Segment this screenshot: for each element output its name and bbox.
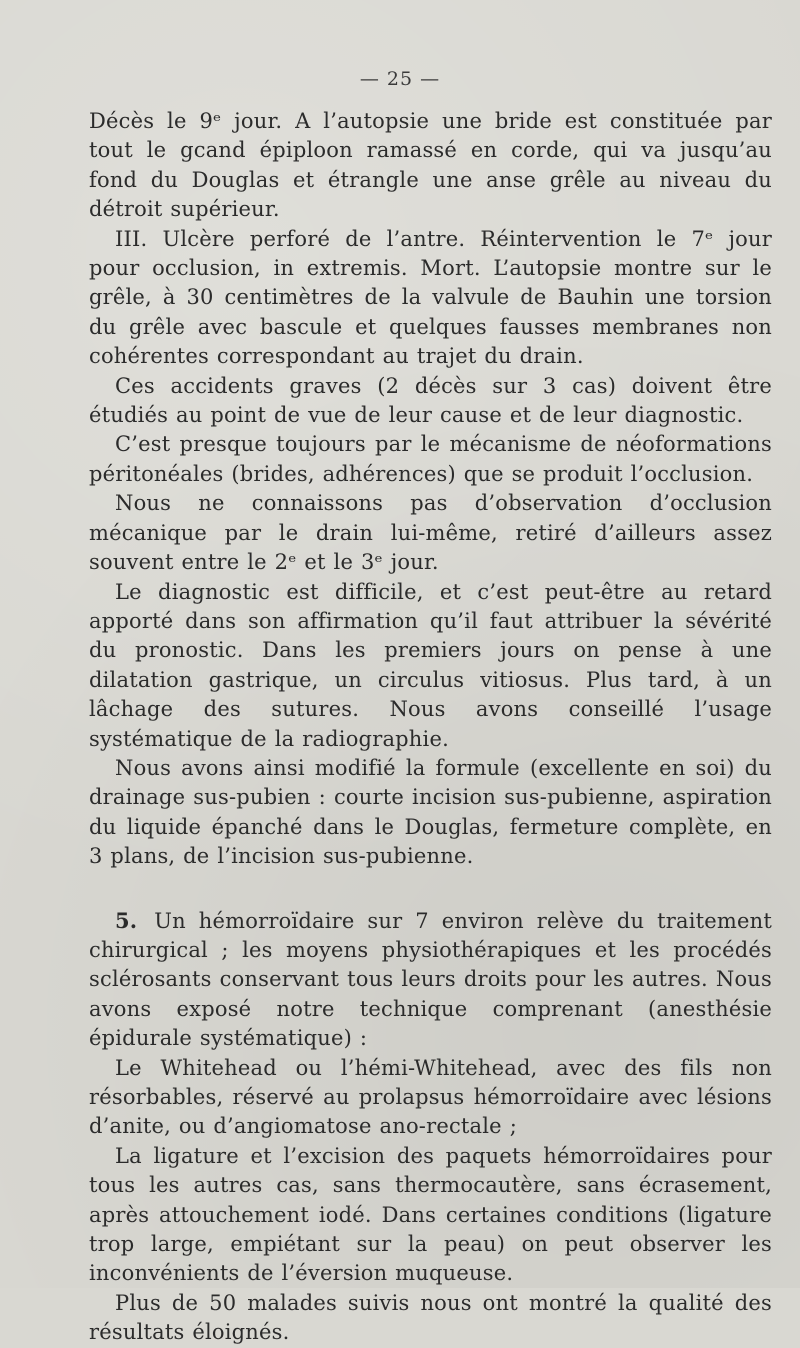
paragraph-3: Ces accidents graves (2 décès sur 3 cas) doivent être étudiés au point de vue de leur cause et de leur diagnostic. (89, 373, 772, 428)
paragraph-5: Nous ne connaissons pas d’observation d’occlusion mécanique par le drain lui-même, retiré d’ailleurs assez souvent entre le 2ᵉ et le 3ᵉ jour. (89, 491, 772, 575)
paragraph-1: Décès le 9ᵉ jour. A l’autopsie une bride est constituée par tout le gcand épiploon ramassé en corde, qui va jusqu’au fond du Douglas et étrangle une anse grêle au niveau du détroit supérieur. (89, 109, 772, 222)
section-5-paragraph-3: Plus de 50 malades suivis nous ont montré la qualité des résultats éloignés. (89, 1290, 772, 1345)
section-gap (89, 872, 772, 906)
section-number: 5. (115, 907, 138, 933)
page-number: — 25 — (359, 68, 441, 90)
paragraph-4: C’est presque toujours par le mécanisme de néoformations péritonéales (brides, adhérences) que se produit l’occlusion. (89, 432, 772, 486)
section-5-paragraph-1: Le Whitehead ou l’hémi-Whitehead, avec des fils non résorbables, réservé au prolapsus hémorroïdaire avec lésions d’anite, ou d’angiomatose ano-rectale ; (89, 1055, 772, 1139)
section-5-paragraph-2: La ligature et l’excision des paquets hémorroïdaires pour tous les autres cas, sans thermocautère, sans écrasement, après attouchement iodé. Dans certaines conditions (ligature trop large, empiétant sur la peau) on peut observer les inconvénients de l’éversion muqueuse. (89, 1143, 772, 1286)
paragraph-7: Nous avons ainsi modifié la formule (excellente en soi) du drainage sus-pubien : courte incision sus-pubienne, aspiration du liquide épanché dans le Douglas, fermeture complète, en 3 plans, de l’incision sus-pubienne. (89, 755, 772, 869)
page-text (89, 107, 772, 1348)
section-5-intro-text: Un hémorroïdaire sur 7 environ relève du traitement chirurgical ; les moyens physiothérapiques et les procédés sclérosants conservant tous leurs droits pour les autres. Nous avons exposé notre technique comprenant (anesthésie épidurale systématique) : (89, 908, 772, 1051)
paragraph-6: Le diagnostic est difficile, et c’est peut-être au retard apporté dans son affirmation qu’il faut attribuer la sévérité du pronostic. Dans les premiers jours on pense à une dilatation gastrique, un circulus vitiosus. Plus tard, à un lâchage des sutures. Nous avons conseillé l’usage systématique de la radiographie. (89, 579, 772, 751)
section-5-intro (89, 906, 772, 1054)
paragraph-2: III. Ulcère perforé de l’antre. Réintervention le 7ᵉ jour pour occlusion, in extremis. Mort. L’autopsie montre sur le grêle, à 30 centimètres de la valvule de Bauhin une torsion du grêle avec bascule et quelques fausses membranes non cohérentes correspondant au trajet du drain. (89, 226, 772, 369)
